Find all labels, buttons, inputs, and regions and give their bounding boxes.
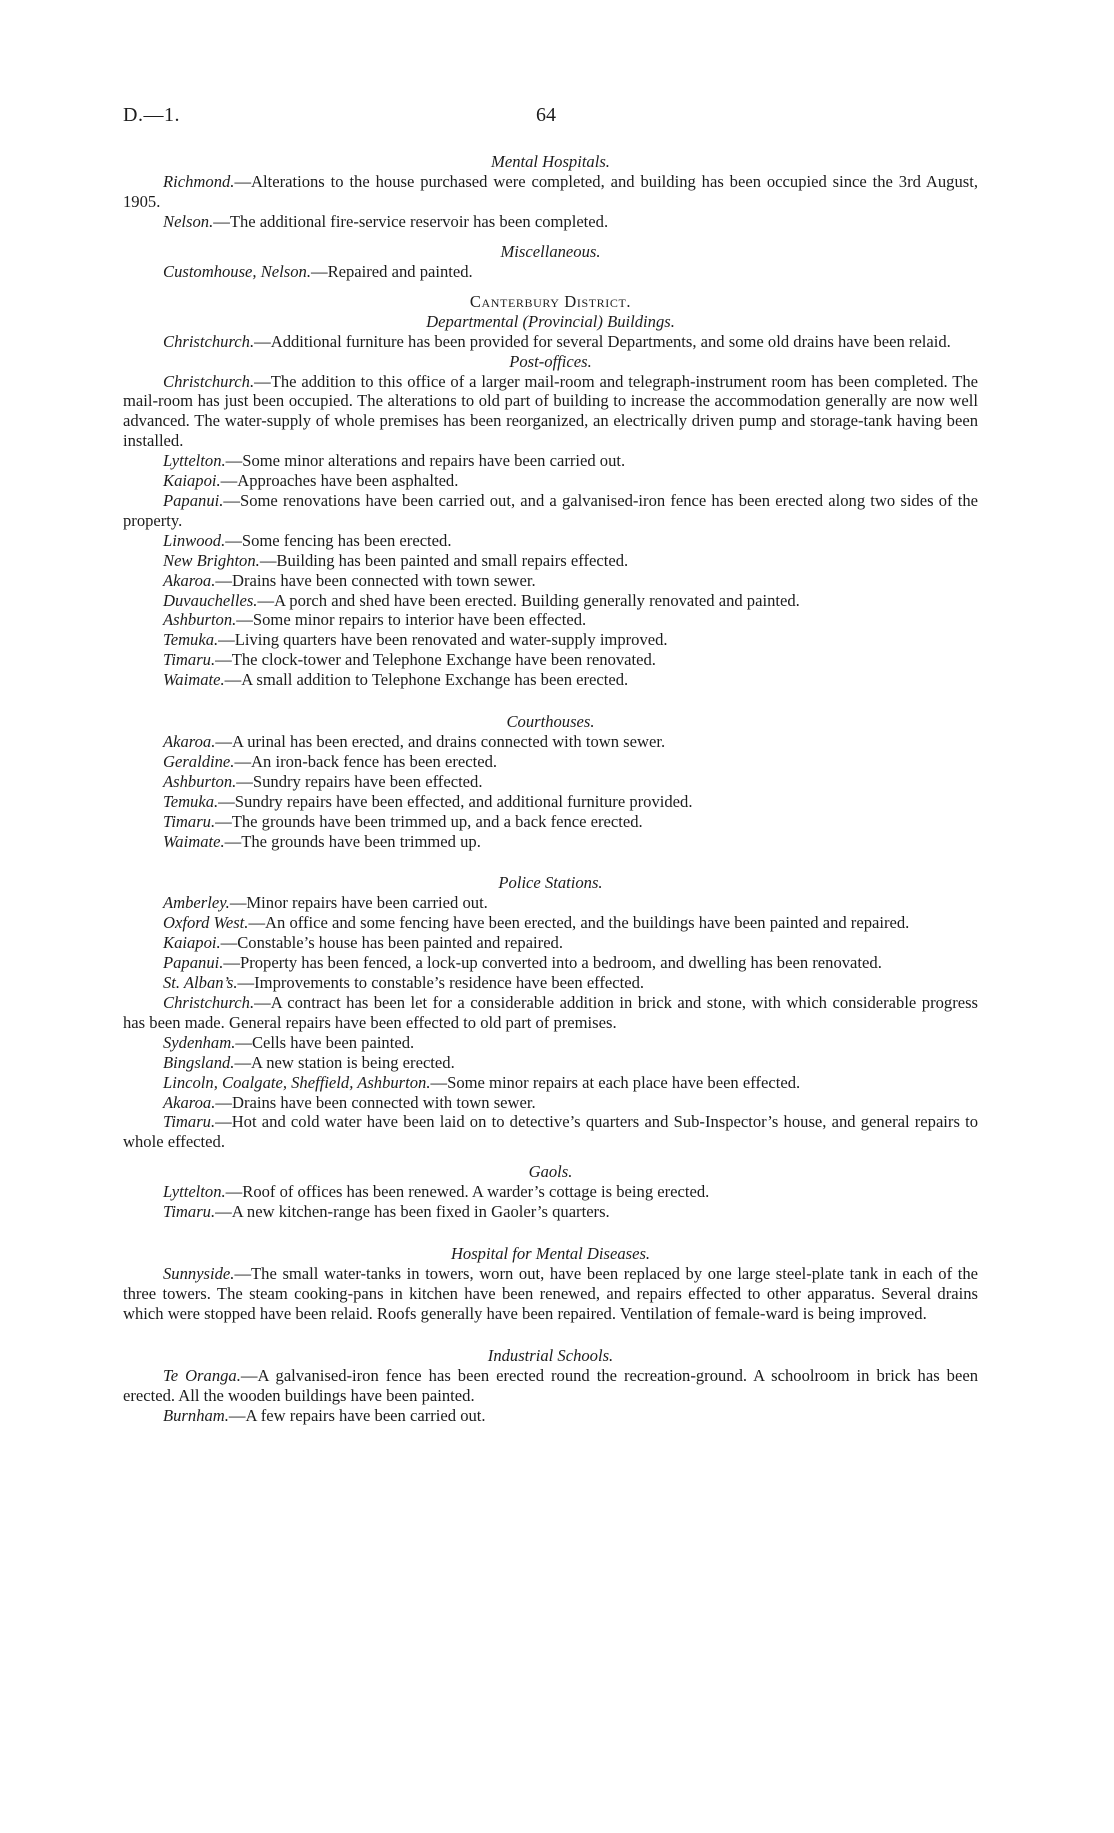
entry-paragraph [123,212,978,232]
entry-paragraph [123,630,978,650]
entry-text: —A few repairs have been carried out. [228,1405,486,1425]
entry-text: —Hot and cold water have been laid on to detective’s quarters and Sub-Inspector’s house, and general repairs to whole effected. [123,1112,978,1152]
entry-paragraph [123,1112,978,1152]
entry-paragraph [123,1053,978,1073]
entry-text: —The clock-tower and Telephone Exchange have been renovated. [215,650,656,670]
district-title: Canterbury District. [469,291,632,311]
entry-paragraph [123,1073,978,1093]
entry-paragraph [123,732,978,752]
entry-text: —Drains have been connected with town sewer. [215,1092,536,1112]
entry-paragraph [123,670,978,690]
entry-paragraph [123,893,978,913]
entry-text: —Property has been fenced, a lock-up converted into a bedroom, and dwelling has been renovated. [223,953,882,973]
entry-text: —The additional fire-service reservoir has been completed. [213,211,609,231]
entry-text: —Living quarters have been renovated and water-supply improved. [218,630,668,650]
entry-text: —Building has been painted and small repairs effected. [259,550,629,570]
entry-paragraph [123,953,978,973]
entry-place: Timaru. [163,1202,216,1222]
entry-place: Waimate. [163,670,225,690]
entry-text: —Some minor repairs to interior have been effected. [236,610,587,630]
entry-text: —Some minor alterations and repairs have been carried out. [225,451,626,471]
entry-paragraph [123,372,978,452]
entry-text: —Drains have been connected with town sewer. [215,570,536,590]
entry-paragraph [123,1182,978,1202]
entry-place: St. Alban’s. [163,973,238,993]
entry-text: —Some minor repairs at each place have been effected. [430,1072,801,1092]
entry-text: —A contract has been let for a considerable addition in brick and stone, with which considerable progress has been made. General repairs have been effected to old part of premises. [123,993,978,1032]
page-content [123,152,978,1426]
entry-text: —Some renovations have been carried out, and a galvanised-iron fence has been erected along two sides of the property. [123,490,978,530]
entry-place: Nelson. [163,211,214,231]
section-mental-hospitals [123,172,978,232]
entry-paragraph [123,451,978,471]
entry-place: Temuka. [163,630,219,650]
entry-text: —An office and some fencing have been erected, and the buildings have been painted and repaired. [248,913,910,933]
entry-paragraph [123,172,978,212]
section-gaols [123,1182,978,1222]
entry-place: Lincoln, Coalgate, Sheffield, Ashburton. [163,1072,431,1092]
entry-paragraph [123,1202,978,1222]
entry-paragraph [123,792,978,812]
entry-paragraph [123,933,978,953]
entry-paragraph [123,772,978,792]
entry-text: —Additional furniture has been provided for several Departments, and some old drains have been relaid. [254,331,951,351]
entry-paragraph [123,591,978,611]
entry-place: Bingsland. [163,1052,235,1072]
section-heading-courthouses: Courthouses. [506,712,595,732]
entry-text: —A galvanised-iron fence has been erected round the recreation-ground. A schoolroom in brick has been erected. All the wooden buildings have been painted. [123,1365,979,1405]
entry-place: Akaroa. [163,1092,216,1112]
entry-place: Timaru. [163,1112,216,1132]
entry-place: Te Oranga. [163,1365,241,1385]
entry-place: Lyttelton. [163,451,226,471]
entry-paragraph [123,973,978,993]
entry-place: Ashburton. [163,771,237,791]
entry-place: Kaiapoi. [163,471,221,491]
section-heading-miscellaneous: Miscellaneous. [500,241,601,261]
section-police-stations [123,893,978,1152]
entry-text: —Roof of offices has been renewed. A warder’s cottage is being erected. [225,1182,710,1202]
entry-place: Kaiapoi. [163,933,221,953]
entry-text: —A urinal has been erected, and drains connected with town sewer. [215,732,666,752]
entry-place: Amberley. [163,893,230,913]
entry-place: Linwood. [163,530,226,550]
document-reference: D.—1. [123,104,180,126]
section-heading-hospital-mental: Hospital for Mental Diseases. [450,1244,651,1264]
entry-text: —Alterations to the house purchased were completed, and building has been occupied since the 3rd August, 1905. [123,172,978,211]
entry-paragraph [123,1264,978,1324]
entry-place: Burnham. [163,1405,229,1425]
section-heading-mental-hospitals: Mental Hospitals. [491,152,610,171]
entry-text: —Approaches have been asphalted. [220,471,459,491]
entry-place: Ashburton. [163,610,237,630]
entry-place: Christchurch. [163,993,255,1012]
entry-text: —A small addition to Telephone Exchange has been erected. [224,670,629,690]
entry-text: —Sundry repairs have been effected, and additional furniture provided. [218,791,693,811]
entry-paragraph [123,491,978,531]
entry-paragraph [123,993,978,1033]
entry-place: Christchurch. [163,331,255,351]
entry-text: —Repaired and painted. [310,261,473,281]
section-miscellaneous [123,262,978,282]
entry-place: Lyttelton. [163,1182,226,1202]
entry-paragraph [123,752,978,772]
entry-paragraph [123,262,978,282]
entry-paragraph [123,571,978,591]
entry-paragraph [123,812,978,832]
entry-text: —Constable’s house has been painted and repaired. [220,933,564,953]
entry-paragraph [123,551,978,571]
entry-text: —A porch and shed have been erected. Building generally renovated and painted. [257,590,800,610]
page-header [0,104,1114,134]
entry-place: Geraldine. [163,751,235,771]
entry-place: Waimate. [163,831,225,851]
section-departmental [123,332,978,352]
entry-place: Temuka. [163,791,219,811]
entry-place: Timaru. [163,650,216,670]
entry-text: —The grounds have been trimmed up. [224,831,481,851]
entry-paragraph [123,650,978,670]
entry-paragraph [123,1093,978,1113]
entry-paragraph [123,610,978,630]
entry-place: Sunnyside. [163,1264,235,1284]
section-heading-departmental: Departmental (Provincial) Buildings. [426,311,675,331]
entry-text: —Improvements to constable’s residence have been effected. [237,973,645,993]
entry-place: Timaru. [163,811,216,831]
entry-place: Akaroa. [163,570,216,590]
section-industrial-schools [123,1366,978,1426]
section-courthouses [123,732,978,851]
entry-place: Customhouse, Nelson. [163,261,311,281]
entry-place: Akaroa. [163,732,216,752]
entry-place: Duvauchelles. [163,590,258,610]
entry-paragraph [123,1366,978,1406]
entry-text: —Minor repairs have been carried out. [229,893,488,913]
entry-place: Sydenham. [163,1032,236,1052]
entry-text: —Cells have been painted. [235,1032,415,1052]
section-heading-industrial-schools: Industrial Schools. [487,1345,614,1365]
section-post-offices [123,372,978,691]
entry-text: —The small water-tanks in towers, worn out, have been replaced by one large steel-plate tank in each of the three towers. The steam cooking-pans in kitchen have been renewed, and repairs effected to other apparatus. Several drains which were stopped have been relaid. Roofs generally have been repaired. Ventilation of female-ward is being improved. [123,1264,978,1323]
entry-place: Papanui. [163,953,224,973]
entry-place: Papanui. [163,490,224,510]
entry-paragraph [123,332,978,352]
entry-text: —The grounds have been trimmed up, and a back fence erected. [215,811,643,831]
entry-paragraph [123,471,978,491]
section-heading-post-offices: Post-offices. [509,351,592,371]
entry-text: —Some fencing has been erected. [225,530,452,550]
entry-text: —An iron-back fence has been erected. [234,751,498,771]
entry-place: New Brighton. [163,550,260,570]
entry-text: —A new station is being erected. [234,1052,455,1072]
entry-place: Richmond. [163,172,235,191]
entry-text: —Sundry repairs have been effected. [236,771,483,791]
page-number: 64 [536,104,556,126]
entry-place: Oxford West. [163,913,249,933]
section-heading-gaols: Gaols. [528,1162,573,1182]
section-hospital-mental [123,1264,978,1324]
entry-paragraph [123,1406,978,1426]
entry-paragraph [123,832,978,852]
section-heading-police-stations: Police Stations. [498,873,603,893]
entry-paragraph [123,1033,978,1053]
entry-paragraph [123,531,978,551]
entry-paragraph [123,913,978,933]
entry-text: —The addition to this office of a larger mail-room and telegraph-instrument room has been completed. The mail-room has just been occupied. The alterations to old part of building to increase the accommodation generally are now well advanced. The water-supply of whole premises has been reorganized, an electrically driven pump and storage-tank having been installed. [123,371,978,451]
entry-text: —A new kitchen-range has been fixed in Gaoler’s quarters. [215,1202,610,1222]
entry-place: Christchurch. [163,371,255,391]
